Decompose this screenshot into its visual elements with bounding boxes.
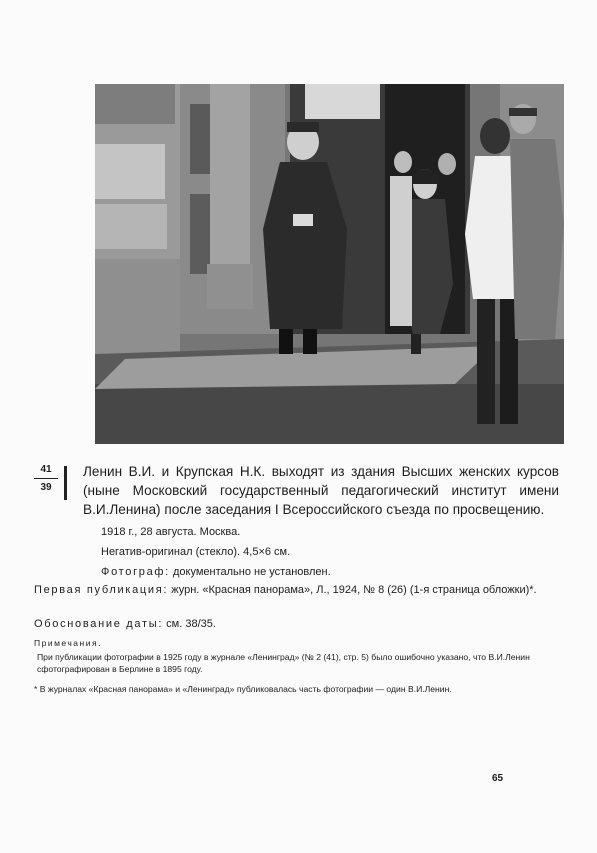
photographer-label: Фотограф:: [101, 566, 170, 578]
archival-photograph: [95, 84, 564, 444]
note-1: При публикации фотографии в 1925 году в журнале «Ленинград» (№ 2 (41), стр. 5) было ошибочно указано, что В.И.Ленин сфотографирован в Берлине в 1895 году.: [37, 652, 530, 674]
figure-number: [34, 463, 58, 494]
photographer-value: документально не установлен.: [173, 566, 331, 578]
page-number: 65: [492, 773, 504, 784]
figure-number-rule: [34, 478, 58, 479]
note-2: * В журналах «Красная панорама» и «Ленинград» публиковалась часть фотографии — один В.И.Ленин.: [34, 684, 452, 694]
figure-number-top: 41: [40, 464, 52, 475]
photo-caption: Ленин В.И. и Крупская Н.К. выходят из здания Высших женских курсов (ныне Московский государственный педагогический институт имени В.И.Ленина) после заседания I Всероссийского съезда по просвещению.: [83, 464, 559, 517]
caption-marker-bar: [64, 466, 67, 500]
photographer-line: [101, 565, 331, 579]
first-publication-value: журн. «Красная панорама», Л., 1924, № 8 (26) (1-я страница обложки)*.: [171, 584, 537, 596]
negative-info: Негатив-оригинал (стекло). 4,5×6 см.: [101, 546, 291, 558]
figure-number-bottom: 39: [40, 482, 52, 493]
first-publication: [34, 583, 557, 598]
date-place: 1918 г., 28 августа. Москва.: [101, 526, 241, 538]
dating-basis-value: см. 38/35.: [166, 618, 216, 630]
dating-basis: [34, 618, 216, 630]
first-publication-label: Первая публикация:: [34, 584, 169, 596]
dating-basis-label: Обоснование даты:: [34, 618, 164, 630]
notes-heading: Примечания.: [34, 638, 102, 648]
